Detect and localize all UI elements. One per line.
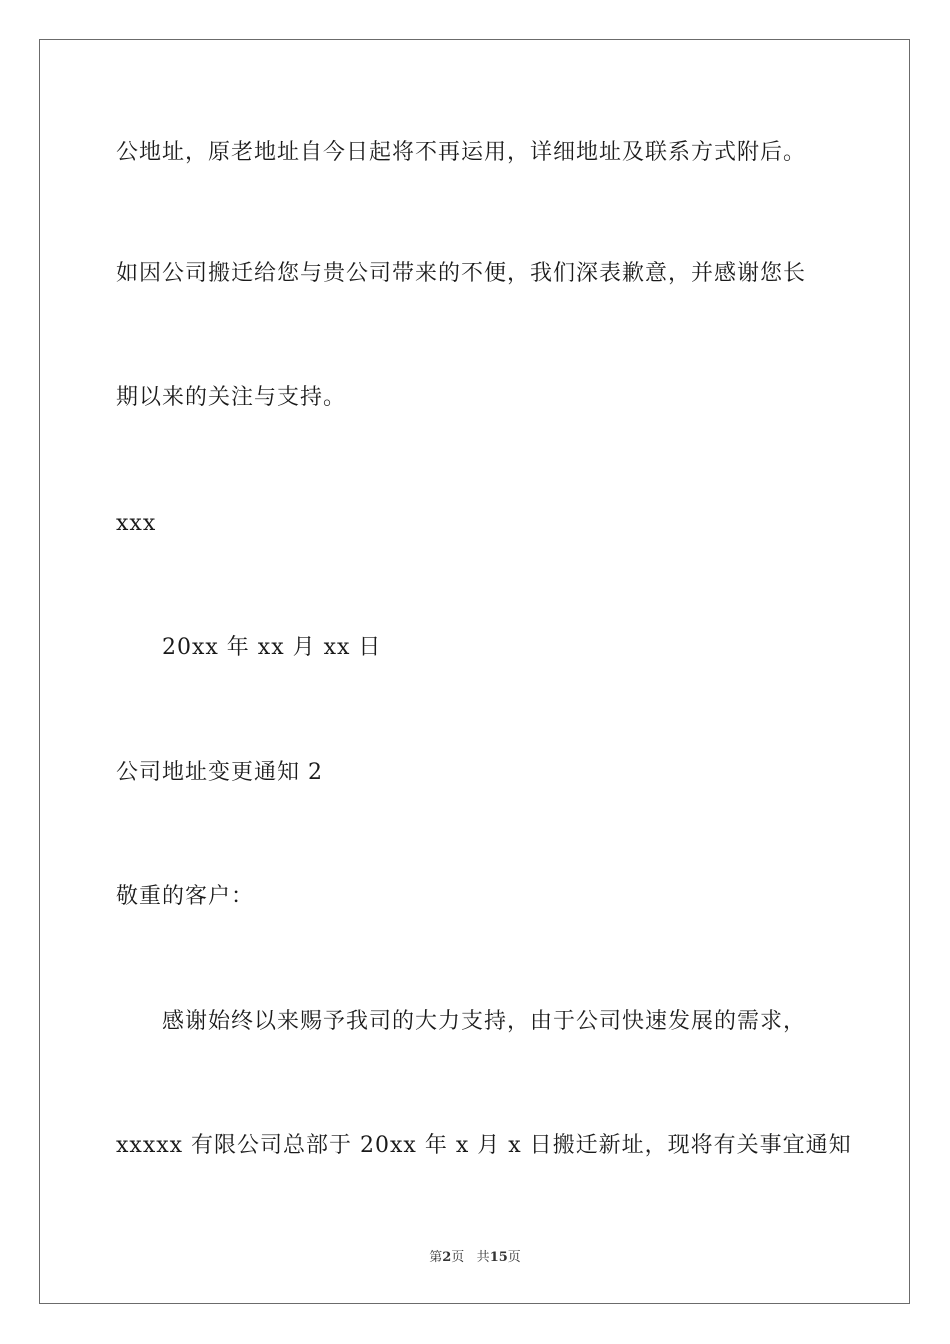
total-suffix: 页 [507, 1250, 521, 1265]
paragraph-line: 期以来的关注与支持。 [116, 385, 347, 410]
total-prefix: 共 [476, 1250, 490, 1265]
page-prefix: 第 [429, 1250, 443, 1265]
paragraph-line: 公地址，原老地址自今日起将不再运用，详细地址及联系方式附后。 [116, 140, 807, 165]
page-suffix: 页 [451, 1250, 465, 1265]
paragraph-line: 感谢始终以来赐予我司的大力支持，由于公司快速发展的需求， [162, 1009, 807, 1034]
paragraph-line: 如因公司搬迁给您与贵公司带来的不便，我们深表歉意，并感谢您长 [116, 261, 807, 286]
paragraph-line: xxxxx 有限公司总部于 20xx 年 x 月 x 日搬迁新址，现将有关事宜通知 [116, 1133, 852, 1158]
page-footer [0, 1246, 950, 1265]
total-pages: 15 [489, 1250, 508, 1265]
signature-name: xxx [116, 511, 157, 536]
signature-date: 20xx 年 xx 月 xx 日 [162, 635, 382, 660]
page-border [39, 39, 910, 1304]
salutation: 敬重的客户： [116, 884, 255, 909]
page-number: 2 [442, 1250, 452, 1265]
section-title: 公司地址变更通知 2 [116, 760, 323, 785]
